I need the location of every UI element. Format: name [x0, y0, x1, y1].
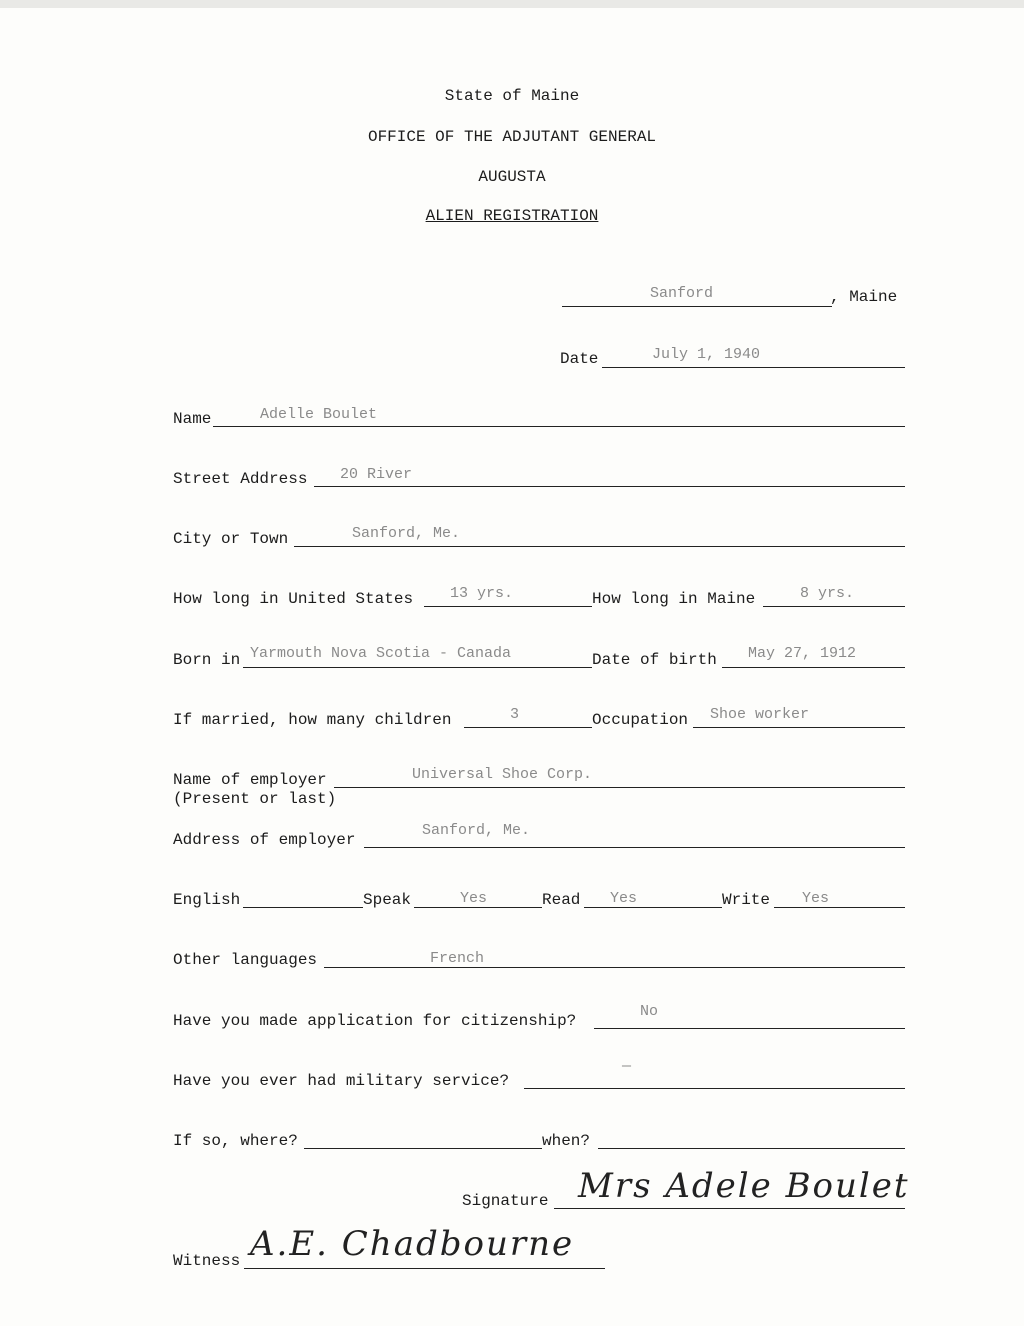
witness-line — [244, 1268, 605, 1269]
other-languages-value: French — [430, 950, 485, 967]
street-value: 20 River — [340, 466, 413, 483]
when-label: when? — [542, 1132, 591, 1150]
other-languages-label: Other languages — [173, 951, 318, 969]
write-line — [774, 907, 905, 908]
place-line — [562, 306, 832, 307]
city-value: Sanford, Me. — [352, 525, 461, 542]
name-label: Name — [173, 410, 212, 428]
street-line — [314, 486, 905, 487]
witness-handwriting: A.E. Chadbourne — [250, 1224, 575, 1264]
employer-address-label: Address of employer — [173, 831, 356, 849]
occupation-line — [693, 727, 905, 728]
header-office: OFFICE OF THE ADJUTANT GENERAL — [367, 128, 657, 146]
employer-sublabel: (Present or last) — [173, 790, 337, 808]
citizenship-label: Have you made application for citizenship? — [173, 1012, 577, 1030]
city-label: City or Town — [173, 530, 289, 548]
born-value: Yarmouth Nova Scotia - Canada — [250, 645, 512, 662]
place-suffix: , Maine — [830, 288, 898, 306]
children-value: 3 — [510, 706, 520, 723]
maine-time-line — [763, 606, 905, 607]
write-value: Yes — [802, 890, 830, 907]
date-line — [602, 367, 905, 368]
military-label: Have you ever had military service? — [173, 1072, 510, 1090]
us-time-value: 13 yrs. — [450, 585, 514, 602]
header-city: AUGUSTA — [478, 168, 546, 186]
occupation-label: Occupation — [592, 711, 689, 729]
occupation-value: Shoe worker — [710, 706, 810, 723]
employer-line — [334, 787, 905, 788]
english-label: English — [173, 891, 241, 909]
citizenship-line — [594, 1028, 905, 1029]
maine-time-value: 8 yrs. — [800, 585, 855, 602]
witness-label: Witness — [173, 1252, 241, 1270]
employer-address-line — [364, 847, 905, 848]
read-value: Yes — [610, 890, 638, 907]
military-line — [524, 1088, 905, 1089]
employer-value: Universal Shoe Corp. — [412, 766, 593, 783]
signature-handwriting: Mrs Adele Boulet — [578, 1166, 910, 1206]
signature-label: Signature — [462, 1192, 549, 1210]
name-line — [213, 426, 905, 427]
place-value: Sanford — [650, 285, 714, 302]
dob-label: Date of birth — [592, 651, 717, 669]
dob-line — [722, 667, 905, 668]
name-value: Adelle Boulet — [260, 406, 378, 423]
write-label: Write — [722, 891, 771, 909]
speak-value: Yes — [460, 890, 488, 907]
signature-line — [554, 1208, 905, 1209]
us-time-line — [424, 606, 592, 607]
us-time-label: How long in United States — [173, 590, 414, 608]
employer-label: Name of employer — [173, 771, 327, 789]
page-top-edge — [0, 0, 1024, 8]
form-title: ALIEN REGISTRATION — [425, 207, 599, 225]
city-line — [294, 546, 905, 547]
speak-label: Speak — [363, 891, 412, 909]
where-label: If so, where? — [173, 1132, 298, 1150]
maine-time-label: How long in Maine — [592, 590, 756, 608]
children-line — [464, 727, 592, 728]
read-line — [584, 907, 722, 908]
header-state: State of Maine — [444, 87, 580, 105]
speak-line — [414, 907, 542, 908]
military-value: — — [622, 1058, 632, 1075]
dob-value: May 27, 1912 — [748, 645, 857, 662]
street-label: Street Address — [173, 470, 308, 488]
where-line — [304, 1148, 542, 1149]
other-languages-line — [324, 967, 905, 968]
born-label: Born in — [173, 651, 241, 669]
employer-address-value: Sanford, Me. — [422, 822, 531, 839]
english-line — [243, 907, 363, 908]
read-label: Read — [542, 891, 581, 909]
born-line — [243, 667, 592, 668]
children-label: If married, how many children — [173, 711, 452, 729]
citizenship-value: No — [640, 1003, 659, 1020]
when-line — [598, 1148, 905, 1149]
date-value: July 1, 1940 — [652, 346, 761, 363]
date-label: Date — [560, 350, 599, 368]
